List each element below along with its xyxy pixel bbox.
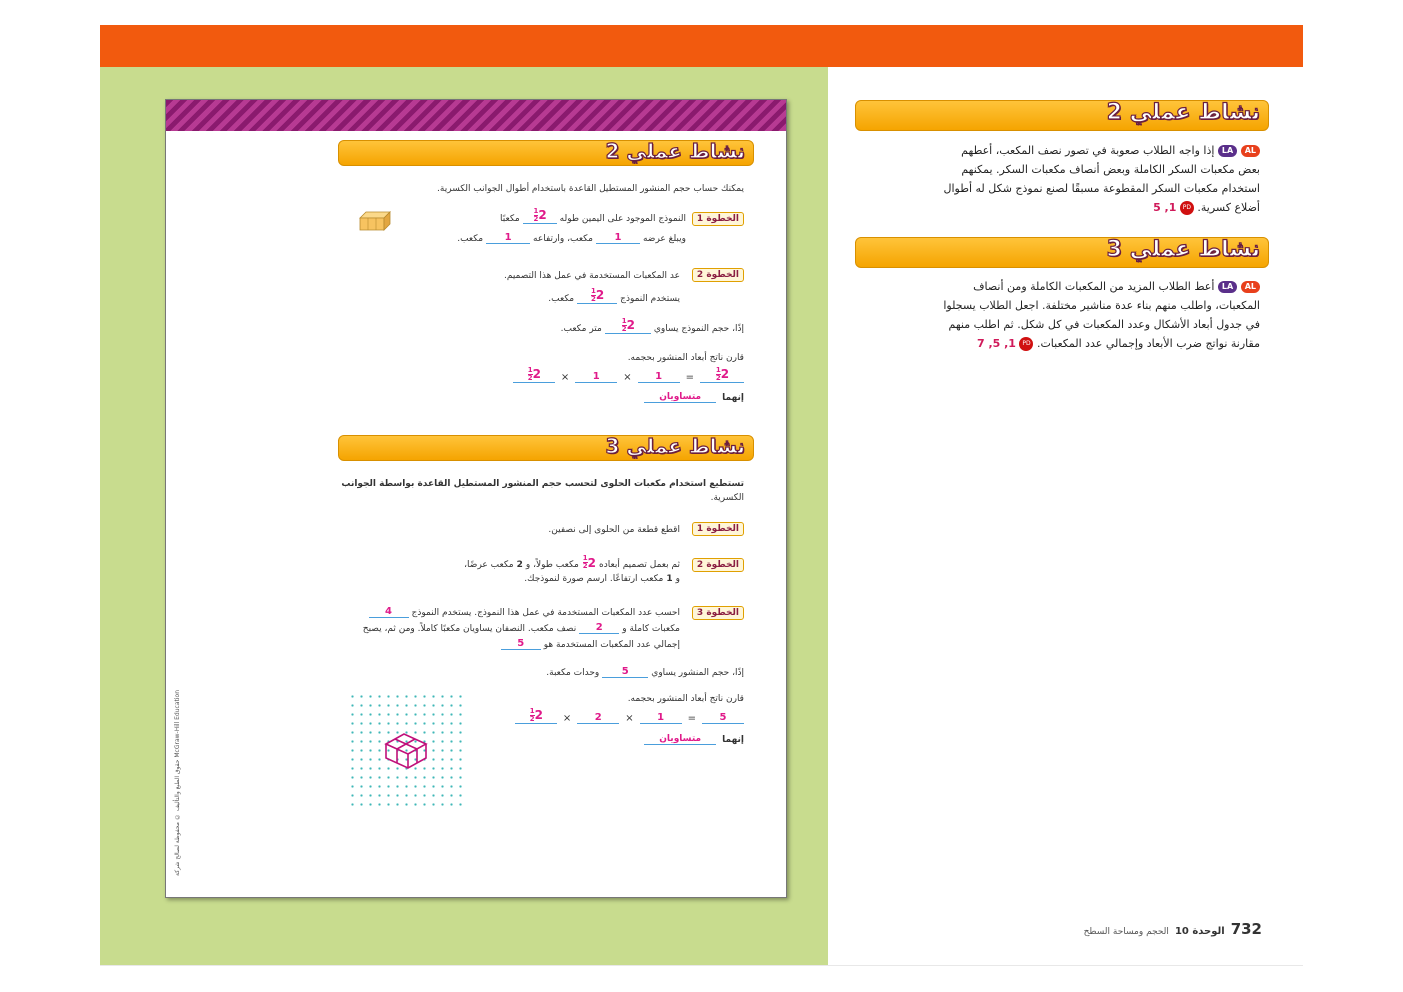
activity2-count-answer: 2 1 2 [577,284,617,304]
unit-label: الوحدة 10 [1174,926,1225,937]
activity3-step3-line2: مكعبات كاملة و 2 نصف مكعب. النصفان يساويان مكعبًا كاملاً. ومن ثم، يصبح [362,622,680,634]
student-page [165,99,787,898]
activity3-intro-line1: تستطيع استخدام مكعبات الحلوى لتحسب حجم المنشور المستطيل القاعدة بواسطة الجوانب [341,479,744,489]
activity2-step1-label: الخطوة 1 [692,212,744,226]
activity2-both: إنهما متساويان [644,392,744,403]
activity2-banner [338,140,754,166]
al-badge: AL [1241,145,1260,157]
drawn-prism-sketch [382,730,432,772]
sidebar-activity3-banner [855,237,1269,268]
sidebar-activity2-banner [855,100,1269,131]
activity2-length-answer: 2 1 2 [523,204,557,224]
copyright-note: حقوق الطبع والتأليف © محفوظة لصالح شركة McGraw-Hill Education [174,690,181,876]
cube-model-icon [358,210,392,232]
activity2-compare: قارن ناتج أبعاد المنشور بحجمه. [627,353,744,363]
activity3-equation: 5 = 1 × 2 × 2 1 2 [515,704,744,724]
sidebar-activity2-title: نشاط عملي 2 [1106,100,1260,125]
activity2-step2-line1: عد المكعبات المستخدمة في عمل هذا التصميم. [503,271,680,281]
activity3-step2-line1: ثم بعمل تصميم أبعاده 2 1 2 مكعب طولاً، و 2 مكعب عرضًا، [464,554,680,570]
practice-reference-icon: PD [1019,337,1033,351]
sidebar-activity3-title: نشاط عملي 3 [1106,237,1260,262]
activity2-intro: يمكنك حساب حجم المنشور المستطيل القاعدة باستخدام أطوال الجوانب الكسرية. [437,184,744,194]
activity3-banner [338,435,754,461]
page-number: 732 [1230,920,1262,938]
page-footer [1040,920,1262,938]
page-header-stripe [166,100,786,131]
la-badge: LA [1218,145,1237,157]
activity2-volume-line: إذًا، حجم النموذج يساوي 2 1 2 متر مكعب. [561,314,744,334]
activity2-equation: 2 1 2 = 1 × 1 × 2 1 2 [513,363,744,383]
activity3-step3-line3: إجمالي عدد المكعبات المستخدمة هو 5 [501,638,680,650]
activity3-step2-label: الخطوة 2 [692,558,744,572]
activity3-title: نشاط عملي 3 [605,434,745,458]
activity3-step1-label: الخطوة 1 [692,522,744,536]
activity3-volume-line: إذًا، حجم المنشور يساوي 5 وحدات مكعبة. [546,666,744,678]
activity2-volume-answer: 2 1 2 [605,314,651,334]
activity3-step3-line1: احسب عدد المكعبات المستخدمة في عمل هذا النموذج. يستخدم النموذج 4 [369,606,680,618]
activity3-compare: قارن ناتج أبعاد المنشور بحجمه. [627,694,744,704]
activity2-step1-line2: ويبلغ عرضه 1 مكعب، وارتفاعه 1 مكعب. [457,232,686,244]
activity3-both: إنهما متساويان [644,734,744,745]
top-color-bar [100,25,1303,67]
sidebar-activity2-body: AL LA إذا واجه الطلاب صعوبة في تصور نصف المكعب، أعطهم بعض مكعبات السكر الكاملة وبعض أنصاف مكعبات السكر. يمكنهم استخدام مكعبات السكر المقطوعة مسبقًا لصنع نموذج شكل له أطوال أضلاع كسرية. PD 1, 5 [943,144,1260,214]
activity2-step1-line1: النموذج الموجود على اليمين طوله 2 1 2 مكعبًا [500,204,686,224]
activity2-step2-label: الخطوة 2 [692,268,744,282]
sidebar-activity3-body: AL LA أعط الطلاب المزيد من المكعبات الكاملة ومن أنصاف المكعبات، واطلب منهم بناء عدة مناشير مختلفة. اجعل الطلاب يسجلوا في جدول أبعاد الأشكال وعدد المكعبات في كل شكل. ثم اطلب منهم مقارنة نواتج ضرب الأبعاد وإجمالي عدد المكعبات. PD 1, 5, 7 [943,280,1260,350]
activity2-height-answer: 1 [486,232,530,244]
activity3-step2-line2: و 1 مكعب ارتفاعًا. ارسم صورة لنموذجك. [524,574,680,584]
la-badge: LA [1218,281,1237,293]
unit-title: الحجم ومساحة السطح [1083,927,1169,937]
activity3-intro-line2: الكسرية. [710,493,744,503]
bottom-rule [100,965,1303,966]
al-badge: AL [1241,281,1260,293]
activity2-step2-line2: يستخدم النموذج 2 1 2 مكعب. [548,284,680,304]
activity2-title: نشاط عملي 2 [605,139,745,163]
practice-reference-icon: PD [1180,201,1194,215]
activity3-step1-text: اقطع قطعة من الحلوى إلى نصفين. [548,525,680,535]
activity2-width-answer: 1 [596,232,640,244]
activity3-step3-label: الخطوة 3 [692,606,744,620]
